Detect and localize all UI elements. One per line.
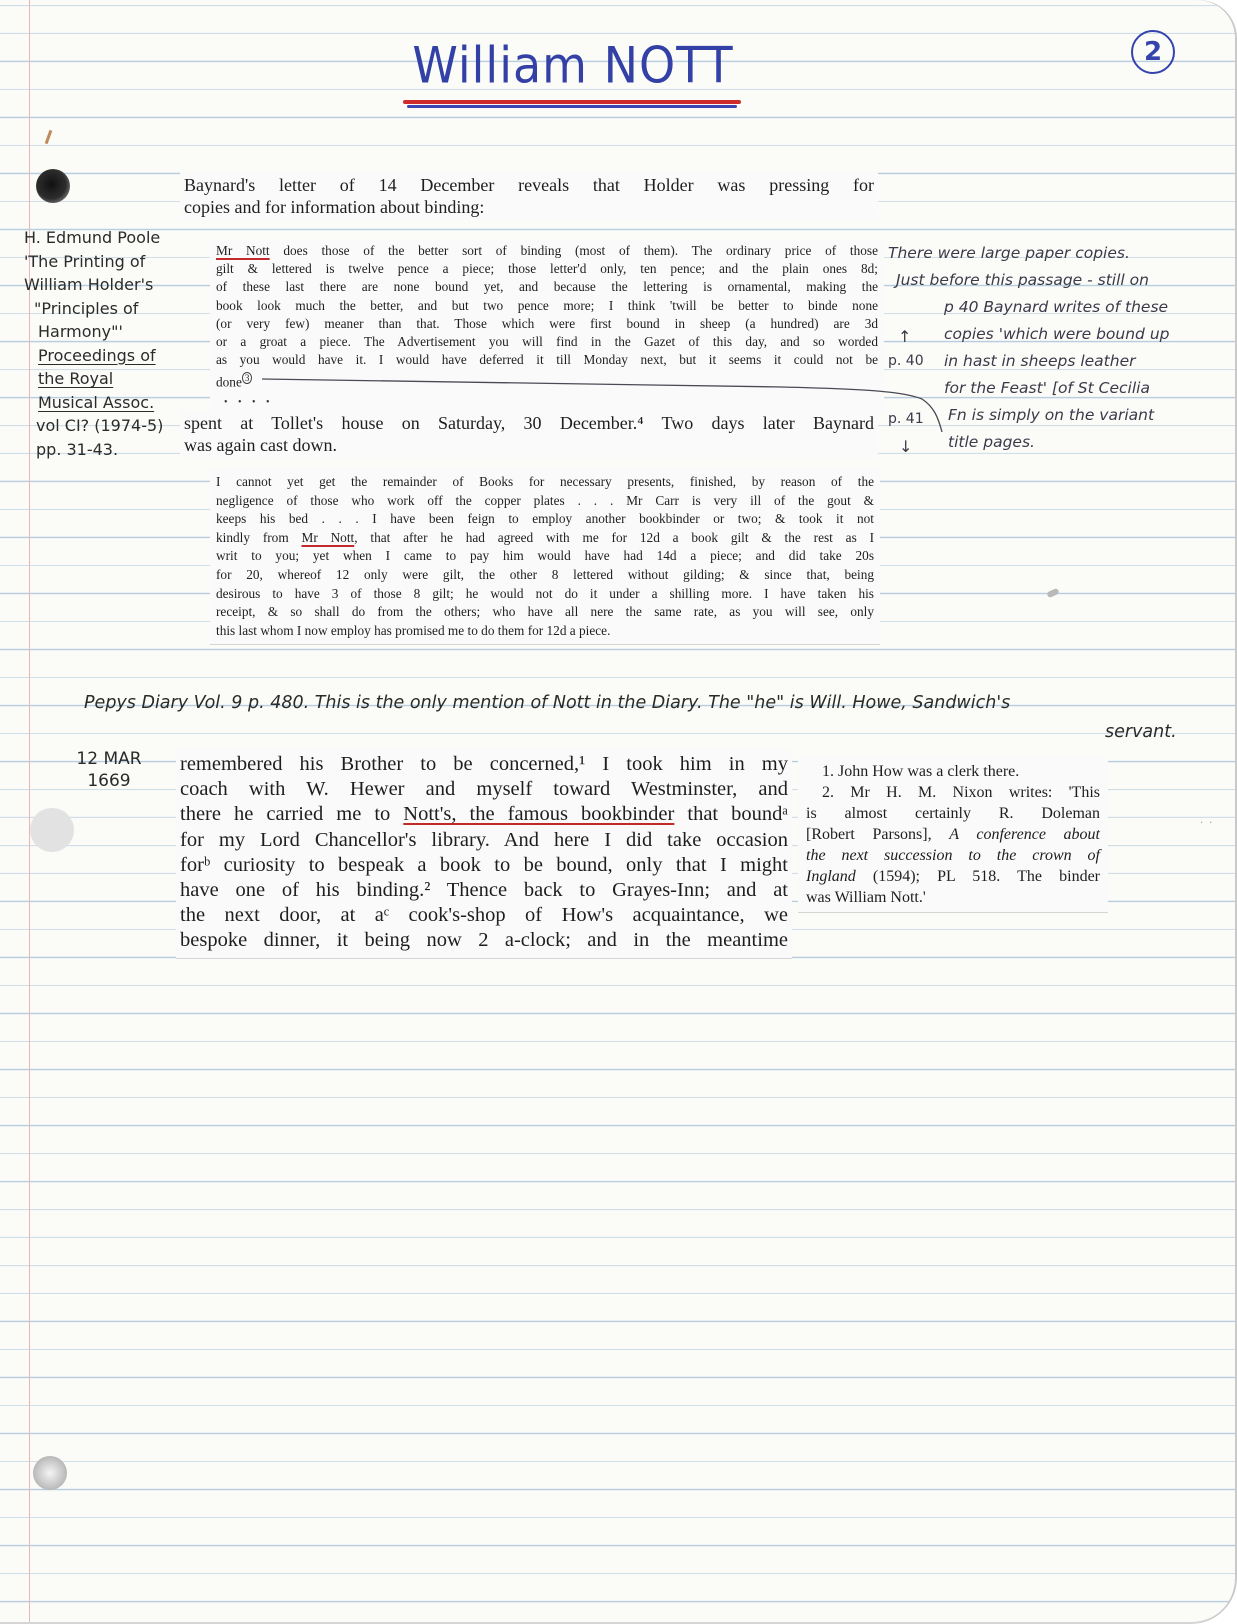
pepys-diary-note: Pepys Diary Vol. 9 p. 480. This is the only mention of Nott in the Diary. The "he" is Will. Howe, Sandwich's	[84, 693, 1011, 713]
pepys-line: for my Lord Chancellor's library. And here I did take occasion	[180, 828, 788, 851]
margin-note-line: Fn is simply on the variant	[948, 406, 1155, 424]
title-underline-red	[403, 100, 741, 104]
pepys-line: bespoke dinner, it being now 2 a-clock; and in the meantime	[180, 929, 788, 952]
binder-hole-middle	[30, 808, 74, 852]
citation-line: pp. 31-43.	[36, 439, 119, 459]
diary-date-year: 1669	[87, 771, 131, 791]
pepys-line-post: that boundᵃ	[674, 803, 788, 826]
footnote-2-line	[806, 866, 1100, 887]
pepys-line: remembered his Brother to be concerned,¹ I took him in my	[180, 753, 788, 775]
footnote-2-line	[806, 845, 1100, 866]
footnote-2-line: 2. Mr H. M. Nixon writes: 'This	[822, 784, 1100, 801]
citation-line: the Royal	[38, 369, 114, 388]
citation-line: "Principles of	[34, 298, 139, 318]
pepys-line	[180, 802, 788, 827]
letter2-line-post: , that after he had agreed with me for 12d a book gilt & the rest as I	[354, 529, 874, 545]
letter2-line: negligence of those who work off the copper plates . . . Mr Carr is very ill of the gout &	[216, 492, 874, 508]
spent-line: was again cast down.	[184, 435, 337, 455]
margin-note-line: for the Feast' [of St Cecilia	[944, 379, 1150, 397]
letter2-line: keeps his bed . . . I have been feign to employ another bookbinder or two; & took it not	[216, 511, 874, 527]
mr-nott-underlined: Mr Nott	[301, 529, 355, 545]
pepys-diary-note-continued: servant.	[1105, 722, 1177, 742]
pepys-line: coach with W. Hewer and myself toward Westminster, and	[180, 778, 788, 801]
pepys-line-pre: there he carried me to	[180, 803, 404, 826]
margin-note-line: in hast in sheeps leather	[944, 352, 1136, 370]
letter2-line: receipt, & so shall do from the others; who have all nere the same rate, as you will see, only	[216, 604, 874, 620]
letter2-line: desirous to have 3 of those 8 gilt; he would not do it under a shilling more. I have taken his	[216, 585, 874, 601]
letter1-line: as you would have it. I would have deferred it till Monday next, but it seems it could not be	[216, 352, 878, 368]
notts-bookbinder-underlined: Nott's, the famous bookbinder	[403, 803, 675, 826]
ellipsis-dots: • • • •	[224, 397, 274, 409]
footnote-2-pre: [Robert Parsons],	[806, 826, 950, 843]
citation-line: H. Edmund Poole	[24, 228, 161, 247]
margin-note-line: copies 'which were bound up	[944, 325, 1170, 343]
binder-hole-top	[36, 169, 70, 203]
letter1-line: (or very few) meaner than that. Those which were first bound in sheep (a hundred) are 3d	[216, 315, 878, 331]
clipping-letter-2	[210, 469, 880, 644]
letter1-line	[216, 242, 878, 260]
intro-line: Baynard's letter of 14 December reveals that Holder was pressing for	[184, 175, 874, 195]
letter2-line: this last whom I now employ has promised me to do them for 12d a piece.	[216, 622, 611, 638]
letter1-line-rest: does those of the better sort of binding (most of them). The ordinary price of those	[269, 243, 878, 258]
margin-note-line: p 40 Baynard writes of these	[944, 298, 1169, 316]
clipping-intro	[180, 172, 878, 220]
page-title: William NOTT	[412, 35, 734, 95]
footnote-2-italic: the next succession to the crown of	[806, 847, 1100, 864]
clipping-pepys-diary	[176, 748, 792, 958]
footnote-1: 1. John How was a clerk there.	[822, 763, 1020, 780]
footnote-2-line: was William Nott.'	[806, 889, 926, 906]
letter2-line: I cannot yet get the remainder of Books for necessary presents, finished, by reason of the	[216, 474, 874, 489]
pepys-line: the next door, at aᶜ cook's-shop of How's acquaintance, we	[180, 904, 788, 927]
spent-line: spent at Tollet's house on Saturday, 30 December.⁴ Two days later Baynard	[184, 413, 874, 433]
pepys-line: have one of his binding.² Thence back to Grayes-Inn; and at	[180, 879, 788, 902]
margin-note-line: Just before this passage - still on	[896, 271, 1149, 289]
footnote-marker: 3	[242, 372, 253, 384]
letter1-line: or a groat a piece. The Advertisement you will find in the Gazet of this day, and so worded	[216, 334, 878, 350]
letter1-line: book look much the better, and but two pence more; I think 'twill be better to binde none	[216, 297, 878, 313]
diary-date	[64, 748, 154, 792]
citation-line: 'The Printing of	[24, 251, 146, 271]
citation-line: William Holder's	[24, 275, 154, 294]
citation-line: vol CI? (1974-5)	[36, 416, 164, 435]
citation-line: Musical Assoc.	[38, 392, 155, 412]
letter1-line: gilt & lettered is twelve pence a piece; those letter'd only, ten pence; and the plain ones 8d;	[216, 261, 878, 277]
clipping-footnotes	[798, 757, 1108, 912]
letter2-line: writ to you; yet when I came to pay him would have had 14d a piece; and did take 20s	[216, 548, 874, 564]
footnote-2-line: is almost certainly R. Doleman	[806, 805, 1100, 822]
margin-note-line: There were large paper copies.	[888, 244, 1130, 262]
intro-line: copies and for information about binding:	[184, 197, 485, 217]
letter1-line: of these last there are none bound yet, and because the lettering is ornamental, making the	[216, 279, 878, 295]
margin-note-line: title pages.	[948, 433, 1035, 451]
letter2-line-pre: kindly from	[216, 529, 302, 545]
stray-dots: ··	[1200, 818, 1219, 829]
left-margin-citation	[24, 226, 174, 461]
title-underline-blue	[407, 105, 737, 108]
clipping-spent	[180, 410, 878, 458]
letter2-line	[216, 529, 874, 548]
citation-line: Harmony"'	[38, 322, 123, 341]
letter2-line: for 20, whereof 12 only were gilt, the other 8 lettered without gilding; & since that, being	[216, 566, 874, 582]
diary-date-day: 12 MAR	[76, 749, 142, 769]
arrow-down-icon: ↓	[899, 437, 913, 456]
pepys-line: forᵇ curiosity to bespeak a book to be bound, only that I might	[180, 853, 788, 876]
footnote-2-italic: A conference about	[949, 826, 1100, 843]
citation-line: Proceedings of	[38, 345, 156, 365]
letter1-last-word: done	[216, 374, 242, 390]
right-margin-note	[888, 240, 1218, 456]
page-ref-p40: p. 40	[888, 353, 924, 369]
page-number-badge: 2	[1131, 30, 1175, 74]
arrow-up-icon: ↑	[898, 327, 912, 346]
binder-hole-bottom	[33, 1456, 67, 1490]
footnote-2-post: (1594); PL 518. The binder	[855, 868, 1100, 885]
footnote-2-line	[806, 824, 1100, 845]
footnote-2-italic: Ingland	[806, 868, 856, 885]
page-ref-p41: p. 41	[888, 411, 924, 427]
mr-nott-underlined: Mr Nott	[216, 243, 270, 258]
